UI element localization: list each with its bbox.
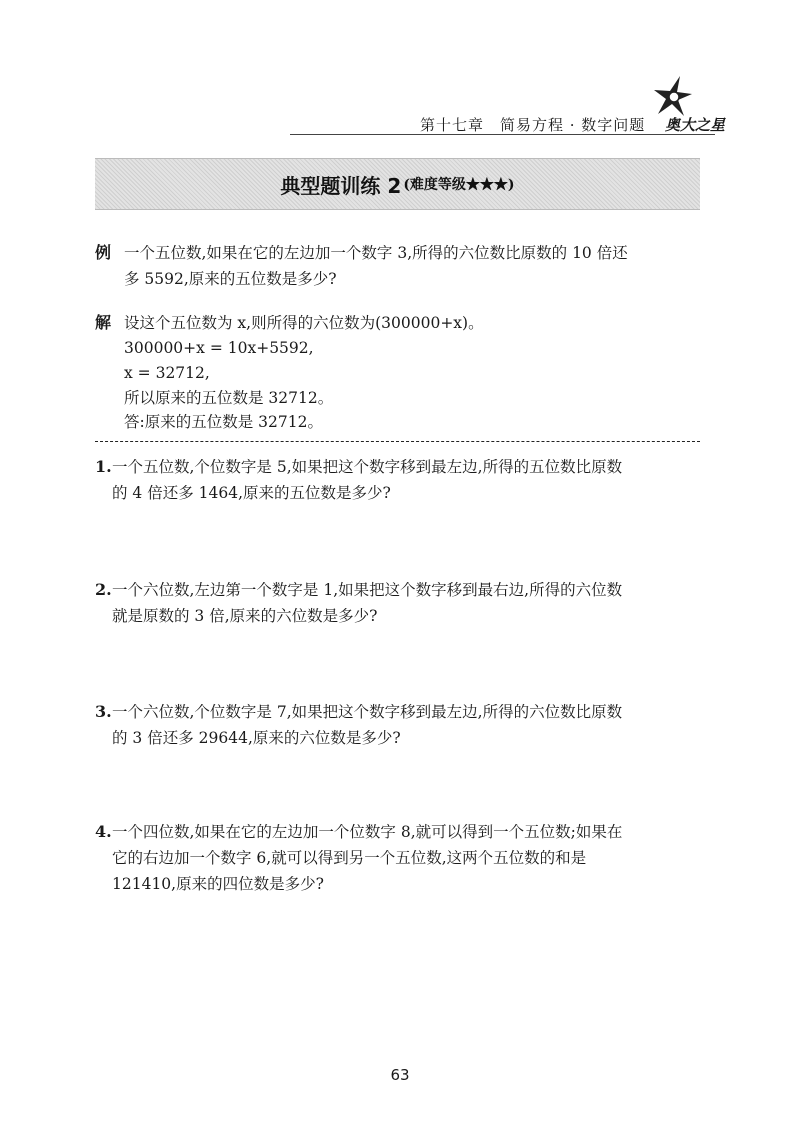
solution-line: 设这个五位数为 x,则所得的六位数为(300000+x)。 (124, 314, 484, 332)
problem-line: 的 4 倍还多 1464,原来的五位数是多少? (112, 484, 391, 502)
solution-line: x = 32712, (124, 364, 210, 382)
problem-line: 121410,原来的四位数是多少? (112, 875, 324, 893)
problem-line: 的 3 倍还多 29644,原来的六位数是多少? (112, 729, 401, 747)
page-number: 63 (390, 1066, 410, 1084)
problem-number: 2. (95, 580, 112, 599)
problem-number: 4. (95, 822, 112, 841)
star-logo-icon (650, 74, 698, 118)
example-tag: 例 (95, 243, 112, 262)
problem-line: 一个六位数,左边第一个数字是 1,如果把这个数字移到最右边,所得的六位数 (112, 581, 623, 599)
problem-line: 就是原数的 3 倍,原来的六位数是多少? (112, 607, 378, 625)
solution-tag: 解 (95, 313, 112, 332)
brand-text: 奥大之星 (665, 116, 726, 134)
header-rule (290, 134, 715, 135)
solution-line: 300000+x = 10x+5592, (124, 339, 314, 357)
difficulty-label: (难度等级★★★) (403, 177, 515, 193)
section-banner (95, 158, 700, 210)
dashed-divider (95, 441, 700, 442)
chapter-header: 第十七章 简易方程 · 数字问题 (420, 116, 646, 134)
problem-line: 它的右边加一个数字 6,就可以得到另一个五位数,这两个五位数的和是 (112, 849, 587, 867)
problem-line: 一个四位数,如果在它的左边加一个位数字 8,就可以得到一个五位数;如果在 (112, 823, 623, 841)
problem-line: 一个五位数,个位数字是 5,如果把这个数字移到最左边,所得的五位数比原数 (112, 458, 623, 476)
problem-number: 3. (95, 702, 112, 721)
example-line: 多 5592,原来的五位数是多少? (124, 270, 337, 288)
problem-number: 1. (95, 457, 112, 476)
solution-line: 答:原来的五位数是 32712。 (124, 413, 323, 431)
problem-line: 一个六位数,个位数字是 7,如果把这个数字移到最左边,所得的六位数比原数 (112, 703, 623, 721)
solution-line: 所以原来的五位数是 32712。 (124, 389, 334, 407)
example-line: 一个五位数,如果在它的左边加一个数字 3,所得的六位数比原数的 10 倍还 (124, 244, 628, 262)
section-title: 典型题训练 2 (280, 173, 402, 198)
